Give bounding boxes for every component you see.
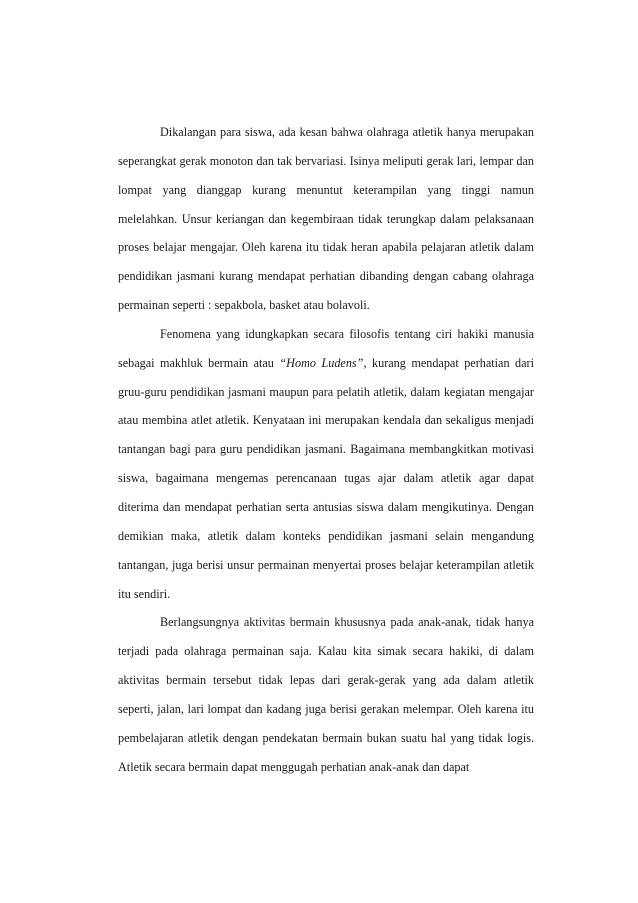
document-body: [118, 118, 534, 781]
paragraph-1-text: Dikalangan para siswa, ada kesan bahwa olahraga atletik hanya merupakan seperangkat gerak monoton dan tak bervariasi. Isinya meliputi gerak lari, lempar dan lompat yang dianggap kurang menuntut keterampilan yang tinggi namun melelahkan. Unsur keriangan dan kegembiraan tidak terungkap dalam pelaksanaan proses belajar mengajar. Oleh karena itu tidak heran apabila pelajaran atletik dalam pendidikan jasmani kurang mendapat perhatian dibanding dengan cabang olahraga permainan seperti : sepakbola, basket atau bolavoli.: [118, 125, 534, 313]
paragraph-1: [118, 118, 534, 320]
paragraph-2-text-start: Fenomena yang idungkapkan secara filosofis tentang ciri hakiki manusia sebagai makhluk bermain atau: [118, 326, 534, 370]
paragraph-2: [118, 320, 534, 608]
paragraph-3-text: Berlangsungnya aktivitas bermain khususnya pada anak-anak, tidak hanya terjadi pada olahraga permainan saja. Kalau kita simak secara hakiki, di dalam aktivitas bermain tersebut tidak lepas dari gerak-gerak yang ada dalam atletik seperti, jalan, lari lompat dan kadang juga berisi gerakan melempar. Oleh karena itu pembelajaran atletik dengan pendekatan bermain bukan suatu hal yang tidak logis. Atletik secara bermain dapat menggugah perhatian anak-anak dan dapat: [118, 615, 534, 774]
paragraph-3: [118, 608, 534, 781]
homo-ludens-term: “Homo Ludens”,: [279, 355, 367, 370]
paragraph-2-text-end: kurang mendapat perhatian dari gruu-guru pendidikan jasmani maupun para pelatih atletik, dalam kegiatan mengajar atau membina atlet atletik. Kenyataan ini merupakan kendala dan sekaligus menjadi tantangan bagi para guru pendidikan jasmani. Bagaimana membangkitkan motivasi siswa, bagaimana mengemas perencanaan tugas ajar dalam atletik agar dapat diterima dan mendapat perhatian serta antusias siswa dalam mengikutinya. Dengan demikian maka, atletik dalam konteks pendidikan jasmani selain mengandung tantangan, juga berisi unsur permainan menyertai proses belajar keterampilan atletik itu sendiri.: [118, 355, 534, 601]
